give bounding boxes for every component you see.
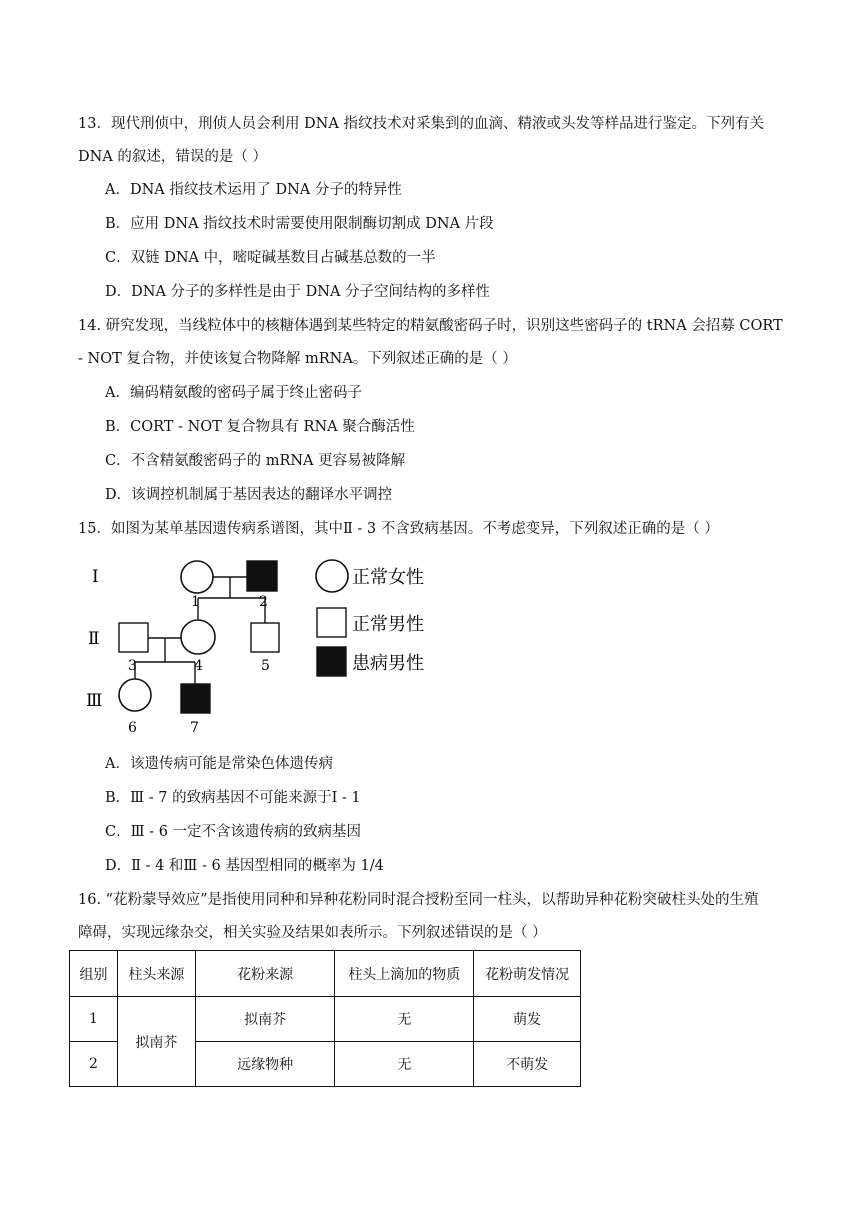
individual-4-normal-female [181,620,215,654]
header-germination: 花粉萌发情况 [474,951,581,997]
individual-7-affected-male [181,684,210,713]
individual-number-7: 7 [190,720,199,736]
pedigree-chart [78,552,438,737]
cell-result: 萌发 [474,997,581,1042]
individual-number-3: 3 [128,658,137,674]
cell-pollen: 拟南芥 [195,997,335,1042]
cell-pollen: 远缘物种 [195,1042,335,1087]
cell-result: 不萌发 [474,1042,581,1087]
experiment-table [69,950,581,1087]
q13-option-d: D．DNA 分子的多样性是由于 DNA 分子空间结构的多样性 [105,284,491,300]
individual-number-5: 5 [261,658,270,674]
q15-option-a: A．该遗传病可能是常染色体遗传病 [105,756,333,772]
q14-option-c: C．不含精氨酸密码子的 mRNA 更容易被降解 [105,453,406,469]
legend-normal-female: 正常女性 [352,567,424,588]
individual-6-normal-female [119,679,151,711]
header-stigma-source: 柱头来源 [117,951,195,997]
table-header-row [70,951,581,997]
cell-group: 2 [70,1042,118,1087]
cell-substance: 无 [335,997,474,1042]
cell-stigma-source: 拟南芥 [117,997,195,1087]
header-group: 组别 [70,951,118,997]
q13-stem-line2: DNA 的叙述，错误的是（ ） [78,149,268,165]
q14-option-a: A．编码精氨酸的密码子属于终止密码子 [105,385,362,401]
q16-stem-line2: 障碍，实现远缘杂交，相关实验及结果如表所示。下列叙述错误的是（ ） [78,925,547,941]
q15-option-b: B．Ⅲ - 7 的致病基因不可能来源于Ⅰ - 1 [105,790,361,806]
q15-stem: 15．如图为某单基因遗传病系谱图，其中Ⅱ - 3 不含致病基因。不考虑变异，下列叙述正确的是（ ） [78,521,719,537]
individual-3-normal-male [119,623,148,652]
cell-substance: 无 [335,1042,474,1087]
legend-normal-male: 正常男性 [352,614,424,635]
header-pollen-source: 花粉来源 [195,951,335,997]
q15-option-c: C．Ⅲ - 6 一定不含该遗传病的致病基因 [105,824,362,840]
q14-stem-line1: 14. 研究发现，当线粒体中的核糖体遇到某些特定的精氨酸密码子时，识别这些密码子的 tRNA 会招募 CORT [78,318,783,334]
table-row [70,997,581,1042]
individual-number-1: 1 [191,594,200,610]
individual-number-2: 2 [259,594,268,610]
individual-1-normal-female [181,561,213,593]
q16-stem-line1: 16. “花粉蒙导效应”是指使用同种和异种花粉同时混合授粉至同一柱头，以帮助异种花粉突破柱头处的生殖 [78,892,759,908]
header-substance: 柱头上滴加的物质 [335,951,474,997]
q14-option-d: D．该调控机制属于基因表达的翻译水平调控 [105,487,393,503]
legend-female-symbol [316,560,348,592]
q15-option-d: D．Ⅱ - 4 和Ⅲ - 6 基因型相同的概率为 1/4 [105,858,384,874]
individual-2-affected-male [247,561,277,591]
individual-number-6: 6 [128,720,137,736]
individual-number-4: 4 [194,658,203,674]
legend-affected-male-symbol [317,647,346,676]
cell-group: 1 [70,997,118,1042]
q13-option-c: C．双链 DNA 中，嘧啶碱基数目占碱基总数的一半 [105,250,436,266]
q13-option-a: A．DNA 指纹技术运用了 DNA 分子的特异性 [105,182,402,198]
generation-label-1: Ⅰ [92,567,99,587]
q14-option-b: B．CORT - NOT 复合物具有 RNA 聚合酶活性 [105,419,415,435]
q14-stem-line2: - NOT 复合物，并使该复合物降解 mRNA。下列叙述正确的是（ ） [78,351,517,367]
q13-stem-line1: 13．现代刑侦中，刑侦人员会利用 DNA 指纹技术对采集到的血滴、精液或头发等样品进行鉴定。下列有关 [78,116,764,132]
generation-label-3: Ⅲ [86,691,103,711]
q13-option-b: B．应用 DNA 指纹技术时需要使用限制酶切割成 DNA 片段 [105,216,494,232]
individual-5-normal-male [251,623,279,652]
generation-label-2: Ⅱ [88,629,100,649]
legend-affected-male: 患病男性 [352,653,424,674]
legend-male-symbol [317,608,346,637]
